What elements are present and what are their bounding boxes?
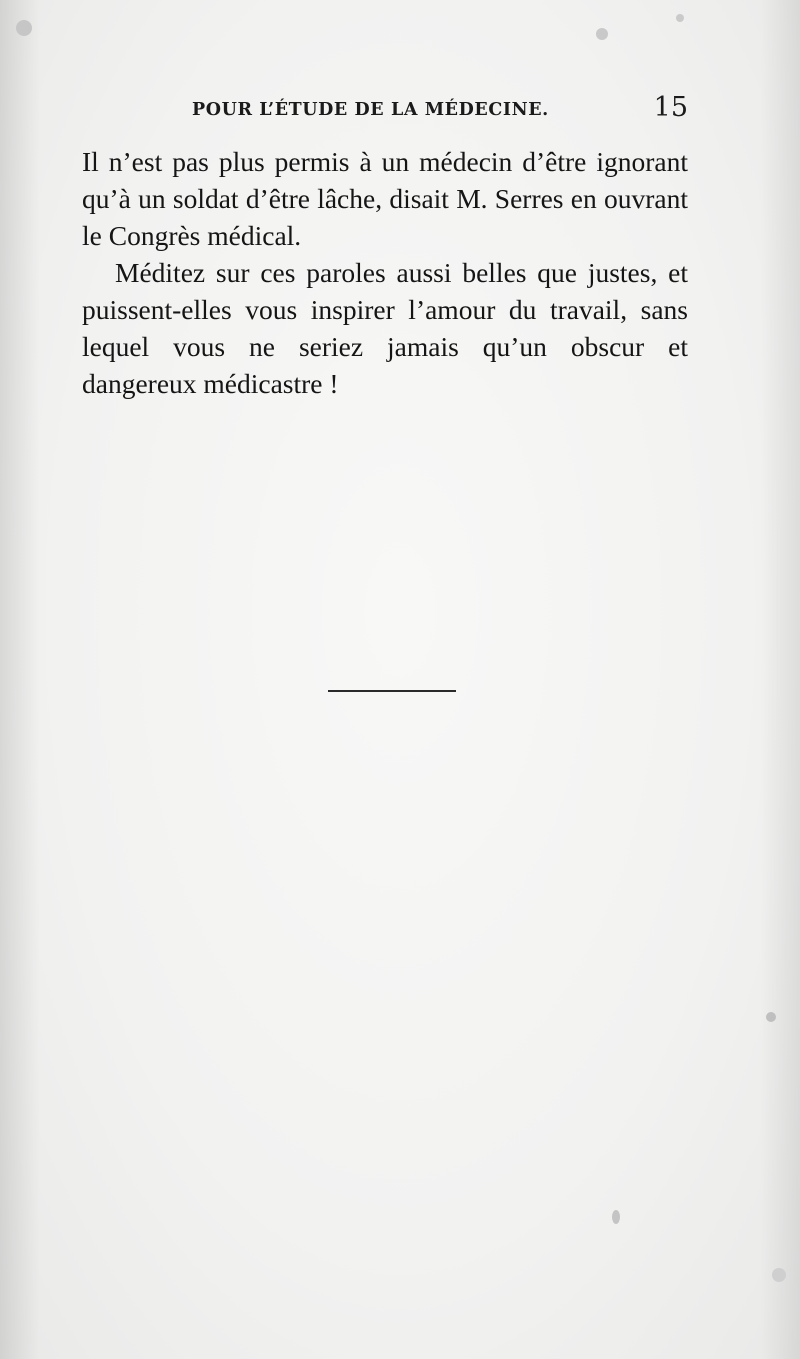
page-number: 15: [653, 92, 688, 123]
paper-speck: [766, 1012, 776, 1022]
running-head-title: POUR L’ÉTUDE DE LA MÉDECINE.: [192, 100, 549, 120]
running-head: [82, 88, 688, 128]
paper-speck: [772, 1268, 786, 1282]
body-text: [82, 143, 688, 402]
paragraph-1: Il n’est pas plus permis à un médecin d’être ignorant qu’à un soldat d’être lâche, disait M. Serres en ouvrant le Congrès médical.: [82, 146, 688, 251]
paragraph-2: Méditez sur ces paroles aussi belles que justes, et puissent-elles vous inspirer l’amour du travail, sans lequel vous ne seriez jamais qu’un obscur et dangereux médicastre !: [82, 257, 688, 399]
paper-speck: [676, 14, 684, 22]
page-edge-shadow-right: [760, 0, 800, 1359]
paper-speck: [596, 28, 608, 40]
section-rule: [328, 690, 456, 692]
paper-speck: [16, 20, 32, 36]
show-through-text: [80, 360, 700, 1240]
page-edge-shadow-left: [0, 0, 40, 1359]
